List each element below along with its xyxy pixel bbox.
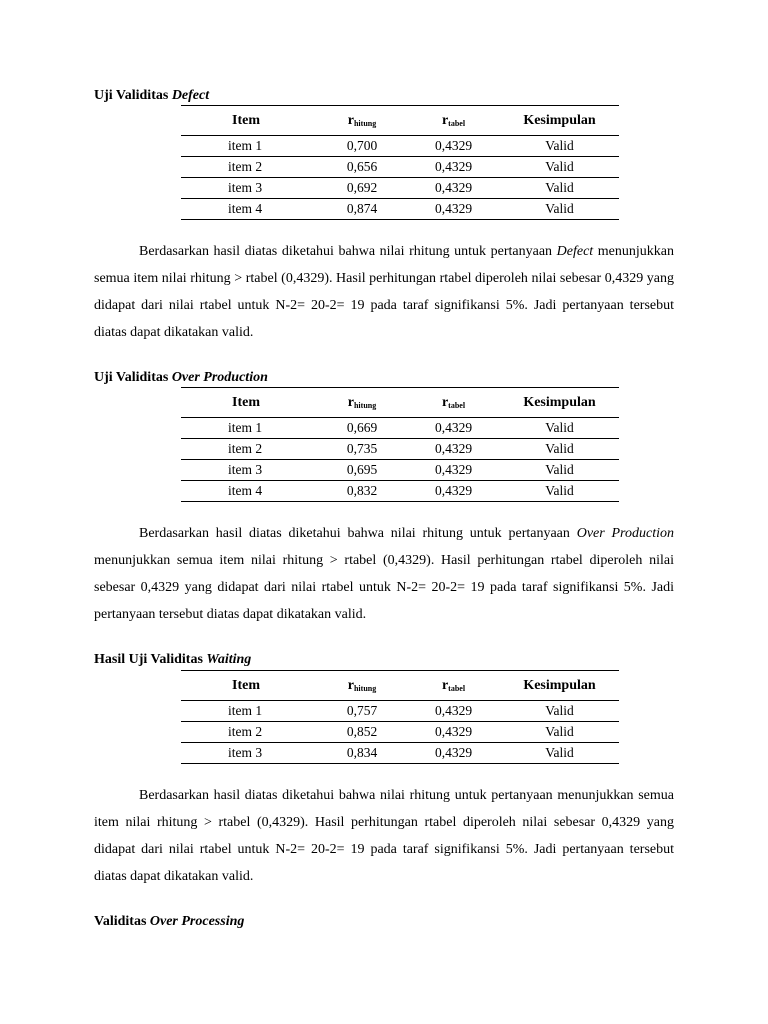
cell-item: item 2 (181, 439, 317, 460)
cell-rtabel: 0,4329 (407, 199, 500, 220)
cell-rhitung: 0,669 (317, 418, 407, 439)
cell-rhitung: 0,834 (317, 743, 407, 764)
cell-rtabel: 0,4329 (407, 439, 500, 460)
validity-table-waiting (181, 670, 619, 764)
table-row (181, 743, 619, 764)
table-row (181, 701, 619, 722)
heading-text: Uji Validitas (94, 370, 172, 385)
cell-rtabel: 0,4329 (407, 418, 500, 439)
cell-item: item 2 (181, 722, 317, 743)
table-row (181, 460, 619, 481)
cell-kesimpulan: Valid (500, 460, 619, 481)
cell-rhitung: 0,700 (317, 136, 407, 157)
cell-rtabel: 0,4329 (407, 481, 500, 502)
table-header-row (181, 388, 619, 418)
rhitung-r: r (347, 394, 354, 410)
col-header-kesimpulan: Kesimpulan (500, 106, 619, 136)
rhitung-r: r (347, 677, 354, 693)
rtabel-sub: tabel (448, 118, 466, 128)
heading-italic-text: Defect (171, 88, 210, 103)
cell-rhitung: 0,757 (317, 701, 407, 722)
heading-italic-text: Over Processing (149, 914, 245, 929)
cell-rtabel: 0,4329 (407, 157, 500, 178)
heading-text: Uji Validitas (94, 88, 172, 103)
heading-text: Validitas (94, 914, 150, 929)
rtabel-r: r (441, 112, 449, 128)
table-header-row (181, 671, 619, 701)
section-heading-defect (94, 88, 209, 104)
table-row (181, 722, 619, 743)
cell-rhitung: 0,692 (317, 178, 407, 199)
section-heading-over-processing (94, 914, 244, 930)
rhitung-r: r (347, 112, 354, 128)
cell-rtabel: 0,4329 (407, 178, 500, 199)
cell-kesimpulan: Valid (500, 157, 619, 178)
paragraph-text-rest: menunjukkan semua item nilai rhitung > rtabel (0,4329). Hasil perhitungan rtabel diperoleh nilai sebesar 0,4329 yang didapat dari nilai rtabel untuk N-2= 20-2= 19 pada taraf signifikansi 5%. Jadi pertanyaan tersebut diatas dapat dikatakan valid. (94, 244, 674, 340)
section-heading-waiting (94, 652, 251, 668)
validity-table-over-production (181, 387, 619, 502)
rhitung-sub: hitung (353, 683, 377, 693)
rtabel-r: r (441, 677, 449, 693)
col-header-rhitung (317, 106, 407, 136)
col-header-rhitung (317, 671, 407, 701)
paragraph-text-rest: menunjukkan semua item nilai rhitung > rtabel (0,4329). Hasil perhitungan rtabel diperoleh nilai sebesar 0,4329 yang didapat dari nilai rtabel untuk N-2= 20-2= 19 pada taraf signifikansi 5%. Jadi pertanyaan tersebut diatas dapat dikatakan valid. (94, 553, 674, 622)
cell-kesimpulan: Valid (500, 418, 619, 439)
cell-item: item 3 (181, 178, 317, 199)
heading-italic-text: Waiting (206, 652, 252, 667)
cell-kesimpulan: Valid (500, 199, 619, 220)
cell-rtabel: 0,4329 (407, 136, 500, 157)
cell-rhitung: 0,874 (317, 199, 407, 220)
cell-kesimpulan: Valid (500, 136, 619, 157)
cell-item: item 3 (181, 460, 317, 481)
rhitung-sub: hitung (353, 400, 377, 410)
cell-rtabel: 0,4329 (407, 722, 500, 743)
cell-rhitung: 0,832 (317, 481, 407, 502)
cell-item: item 4 (181, 199, 317, 220)
cell-rtabel: 0,4329 (407, 743, 500, 764)
table-row (181, 439, 619, 460)
paragraph-defect (94, 238, 674, 346)
paragraph-text: Berdasarkan hasil diatas diketahui bahwa nilai rhitung untuk pertanyaan (139, 244, 557, 259)
table-header-row (181, 106, 619, 136)
heading-text: Hasil Uji Validitas (94, 652, 207, 667)
cell-item: item 3 (181, 743, 317, 764)
col-header-item: Item (181, 106, 317, 136)
col-header-item: Item (181, 388, 317, 418)
cell-kesimpulan: Valid (500, 722, 619, 743)
col-header-kesimpulan: Kesimpulan (500, 388, 619, 418)
table-row (181, 136, 619, 157)
validity-table-defect (181, 105, 619, 220)
cell-item: item 1 (181, 136, 317, 157)
table-row (181, 481, 619, 502)
paragraph-waiting (94, 782, 674, 890)
rtabel-sub: tabel (448, 683, 466, 693)
col-header-rtabel (407, 671, 500, 701)
col-header-rhitung (317, 388, 407, 418)
cell-item: item 1 (181, 418, 317, 439)
col-header-kesimpulan: Kesimpulan (500, 671, 619, 701)
cell-rtabel: 0,4329 (407, 701, 500, 722)
paragraph-text: Berdasarkan hasil diatas diketahui bahwa nilai rhitung untuk pertanyaan (139, 526, 577, 541)
cell-rtabel: 0,4329 (407, 460, 500, 481)
cell-kesimpulan: Valid (500, 701, 619, 722)
cell-kesimpulan: Valid (500, 481, 619, 502)
col-header-rtabel (407, 388, 500, 418)
section-heading-over-production (94, 370, 268, 386)
cell-kesimpulan: Valid (500, 743, 619, 764)
table-row (181, 199, 619, 220)
cell-item: item 4 (181, 481, 317, 502)
heading-italic-text: Over Production (171, 370, 268, 385)
paragraph-text: Berdasarkan hasil diatas diketahui bahwa nilai rhitung untuk pertanyaan menunjukkan semua item nilai rhitung > rtabel (0,4329). Hasil perhitungan rtabel diperoleh nilai sebesar 0,4329 yang didapat dari nilai rtabel untuk N-2= 20-2= 19 pada taraf signifikansi 5%. Jadi pertanyaan tersebut diatas dapat dikatakan valid. (94, 788, 674, 884)
cell-rhitung: 0,695 (317, 460, 407, 481)
cell-rhitung: 0,656 (317, 157, 407, 178)
table-row (181, 418, 619, 439)
rtabel-sub: tabel (448, 400, 466, 410)
cell-rhitung: 0,735 (317, 439, 407, 460)
paragraph-over-production (94, 520, 674, 628)
cell-rhitung: 0,852 (317, 722, 407, 743)
cell-item: item 1 (181, 701, 317, 722)
rhitung-sub: hitung (353, 118, 377, 128)
rtabel-r: r (441, 394, 449, 410)
paragraph-italic: Over Production (576, 526, 674, 541)
col-header-item: Item (181, 671, 317, 701)
cell-kesimpulan: Valid (500, 178, 619, 199)
col-header-rtabel (407, 106, 500, 136)
table-row (181, 157, 619, 178)
paragraph-italic: Defect (556, 244, 594, 259)
table-row (181, 178, 619, 199)
cell-item: item 2 (181, 157, 317, 178)
cell-kesimpulan: Valid (500, 439, 619, 460)
